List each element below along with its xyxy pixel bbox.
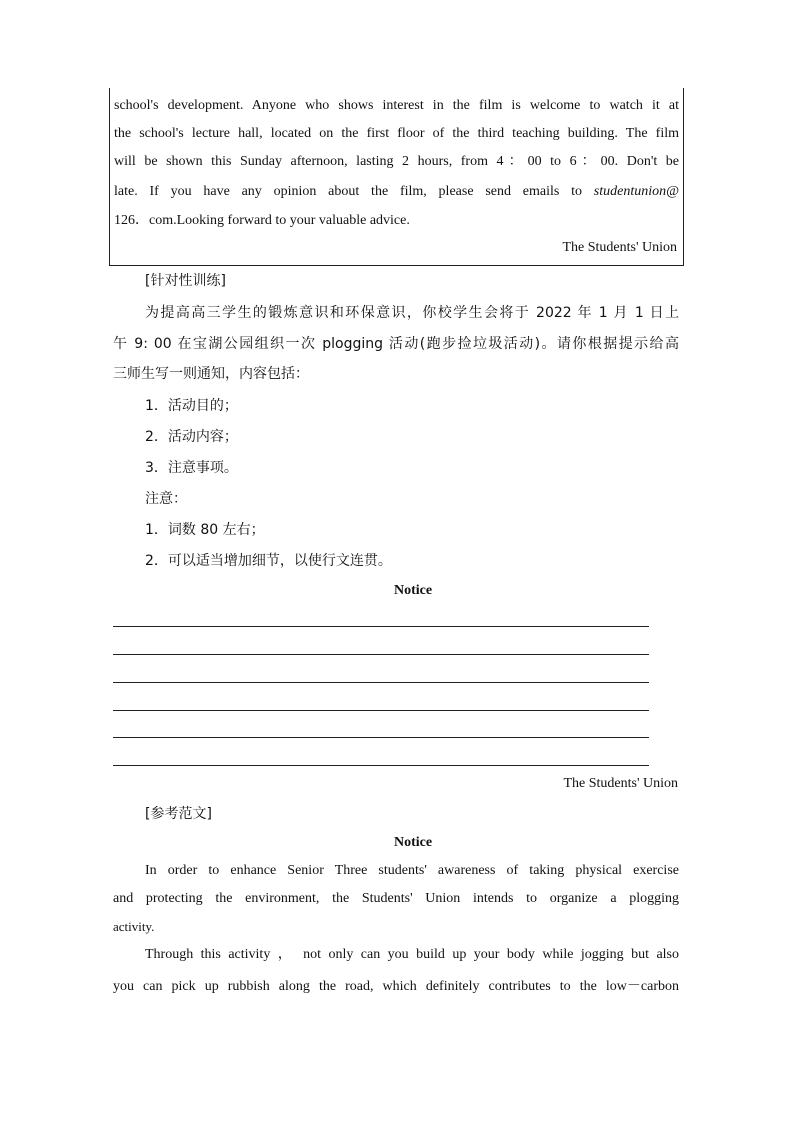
- note-heading: 注意：: [145, 491, 187, 507]
- reference-line-2: and protecting the environment, the Students' Union intends to organize a plogging: [113, 891, 679, 906]
- writing-line-4[interactable]: [113, 710, 649, 711]
- boxed-line-1: school's development. Anyone who shows interest in the film is welcome to watch it at: [114, 98, 679, 113]
- answer-title: Notice: [393, 583, 433, 598]
- boxed-line-2: the school's lecture hall, located on the first floor of the third teaching building. The film: [114, 126, 679, 141]
- writing-line-1[interactable]: [113, 626, 649, 627]
- answer-signature: The Students' Union: [563, 776, 678, 791]
- prompt-line-2: 午 9: 00 在宝湖公园组织一次 plogging 活动(跑步捡垃圾活动)。请你根据提示给高: [113, 336, 679, 352]
- reference-heading: [参考范文]: [145, 806, 212, 822]
- note-item-2: 2．可以适当增加细节，以使行文连贯。: [145, 553, 392, 569]
- training-heading: [针对性训练]: [145, 273, 226, 289]
- reference-title: Notice: [393, 835, 433, 850]
- boxed-line-5: 126．com.Looking forward to your valuable advice.: [114, 213, 410, 228]
- writing-line-6[interactable]: [113, 765, 649, 766]
- reference-line-3: activity.: [113, 919, 155, 934]
- writing-line-3[interactable]: [113, 682, 649, 683]
- boxed-line-4-text: late. If you have any opinion about the film, please send emails to: [114, 184, 582, 199]
- reference-line-5: you can pick up rubbish along the road, which definitely contributes to the low－carbon: [113, 979, 679, 994]
- reference-line-4: Through this activity ， not only can you build up your body while jogging but also: [145, 947, 679, 962]
- boxed-line-4: [114, 183, 679, 201]
- note-item-1: 1．词数 80 左右；: [145, 522, 265, 538]
- prompt-line-1: 为提高高三学生的锻炼意识和环保意识，你校学生会将于 2022 年 1 月 1 日上: [145, 305, 679, 321]
- reference-line-1: In order to enhance Senior Three students' awareness of taking physical exercise: [145, 863, 679, 878]
- content-item-1: 1．活动目的；: [145, 398, 238, 414]
- writing-line-2[interactable]: [113, 654, 649, 655]
- boxed-notice: [109, 88, 684, 266]
- prompt-line-3: 三师生写一则通知，内容包括：: [113, 366, 309, 382]
- content-item-2: 2．活动内容；: [145, 429, 238, 445]
- writing-line-5[interactable]: [113, 737, 649, 738]
- boxed-signature: The Students' Union: [562, 240, 677, 255]
- email-text: studentunion@: [593, 184, 680, 199]
- content-item-3: 3．注意事项。: [145, 460, 238, 476]
- boxed-line-3: will be shown this Sunday afternoon, lasting 2 hours, from 4：00 to 6：00. Don't be: [114, 154, 679, 169]
